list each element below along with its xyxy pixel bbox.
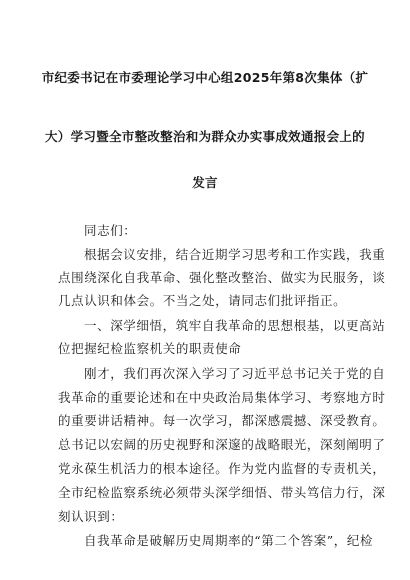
paragraph-line: 总书记以宏阔的历史视野和深邃的战略眼光，深刻阐明了 (58, 437, 386, 452)
paragraph-line: 刻认识到： (58, 509, 124, 524)
paragraph-line: 的重要讲话精神。每一次学习，都深感震撼、深受教育。 (58, 413, 386, 428)
section-heading-line: 位把握纪检监察机关的职责使命 (58, 341, 242, 356)
paragraph-line: 点围绕深化自我革命、强化整改整治、做实为民服务，谈 (58, 270, 386, 285)
document-title-line-2: 大）学习暨全市整改整治和为群众办实事成效通报会上的 (44, 129, 365, 144)
paragraph-line: 刚才，我们再次深入学习了习近平总书记关于党的自 (84, 366, 386, 381)
salutation: 同志们： (84, 223, 137, 238)
paragraph-line: 根据会议安排，结合近期学习思考和工作实践，我重 (84, 247, 386, 262)
document-title-line-1: 市纪委书记在市委理论学习中心组2025年第8次集体（扩 (41, 70, 369, 85)
document-title-line-3: 发言 (192, 175, 218, 190)
paragraph-line: 自我革命是破解历史周期率的“第二个答案”，纪检 (84, 533, 374, 548)
paragraph-line: 全市纪检监察系统必须带头深学细悟、带头笃信力行，深 (58, 485, 386, 500)
paragraph-line: 党永葆生机活力的根本途径。作为党内监督的专责机关， (58, 461, 386, 476)
section-heading-line: 一、深学细悟，筑牢自我革命的思想根基，以更高站 (84, 318, 386, 333)
paragraph-line: 几点认识和体会。不当之处，请同志们批评指正。 (58, 293, 347, 308)
paragraph-line: 我革命的重要论述和在中央政治局集体学习、考察地方时 (58, 390, 386, 405)
